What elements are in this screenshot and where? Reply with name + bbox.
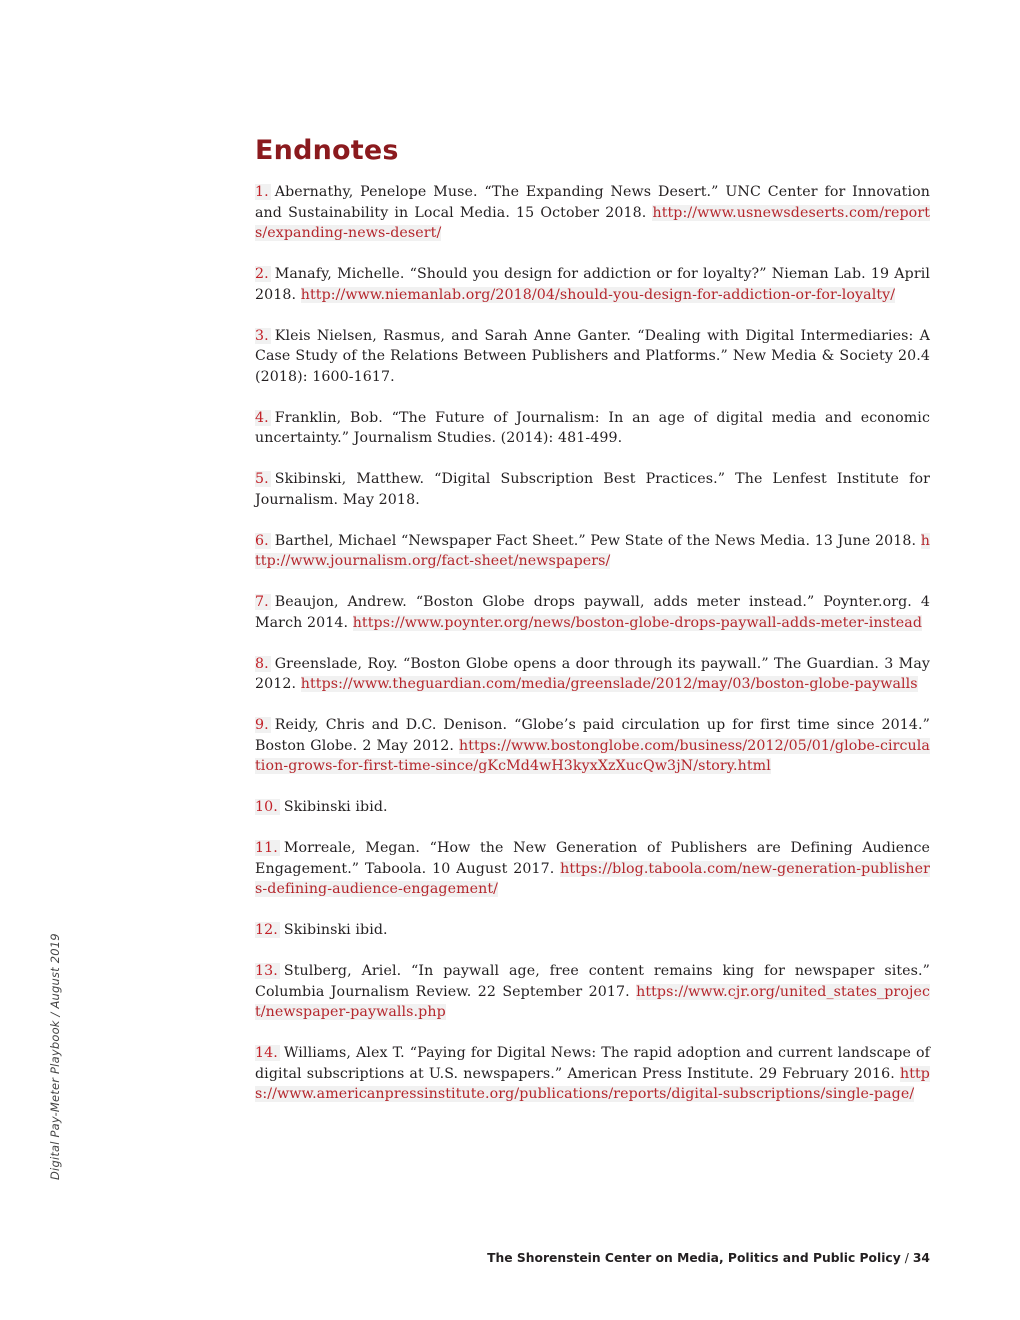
endnote-number[interactable]: 3. [255,327,269,344]
endnote-number[interactable]: 2. [255,266,269,282]
endnote-10 [255,797,930,818]
endnote-7 [255,592,930,633]
endnotes-list [255,182,930,1125]
endnote-2 [255,264,930,305]
endnote-text: Manafy, Michelle. “Should you design for addiction or for loyalty?” Nieman Lab. 19 April 2018. [255,266,930,303]
endnote-number[interactable]: 7. [255,594,269,610]
endnote-link[interactable]: https://www.theguardian.com/media/greenslade/2012/may/03/boston-globe-paywalls [300,676,918,692]
page-number: 34 [912,1251,930,1265]
endnote-11 [255,838,930,900]
endnote-13 [255,961,930,1023]
endnote-text: Stulberg, Ariel. “In paywall age, free content remains king for newspaper sites.” Columbia Journalism Review. 22 September 2017. [255,963,930,1000]
endnote-text: Reidy, Chris and D.C. Denison. “Globe’s paid circulation up for first time since 2014.” Boston Globe. 2 May 2012. [255,717,930,754]
endnote-number[interactable]: 6. [255,532,269,549]
endnote-number[interactable]: 11. [255,840,278,856]
endnote-number[interactable]: 8. [255,655,269,672]
endnote-text: Franklin, Bob. “The Future of Journalism: In an age of digital media and economic uncertainty.” Journalism Studies. (2014): 481-499. [255,409,930,446]
endnote-text: Barthel, Michael “Newspaper Fact Sheet.” Pew State of the News Media. 13 June 2018. [274,532,921,549]
endnote-link[interactable]: https://www.americanpressinstitute.org/publications/reports/digital-subscriptions/single-page/ [255,1065,930,1102]
endnote-link[interactable]: http://www.niemanlab.org/2018/04/should-you-design-for-addiction-or-for-loyalty/ [300,286,896,303]
endnote-number[interactable]: 9. [255,717,269,733]
endnote-text: Skibinski, Matthew. “Digital Subscription Best Practices.” The Lenfest Institute for Journalism. May 2018. [255,471,930,508]
endnote-4 [255,408,930,449]
endnote-12 [255,920,930,941]
endnote-number[interactable]: 10. [255,799,278,815]
endnote-link[interactable]: https://blog.taboola.com/new-generation-publishers-defining-audience-engagement/ [255,860,930,897]
endnote-number[interactable]: 12. [255,922,278,938]
endnote-link[interactable]: http://www.journalism.org/fact-sheet/newspapers/ [255,532,930,569]
endnote-link[interactable]: https://www.bostonglobe.com/business/2012/05/01/globe-circulation-grows-for-first-time-since/gKcMd4wH3kyxXzXucQw3jN/story.html [255,737,930,774]
endnote-text: Skibinski ibid. [283,922,388,938]
endnote-link[interactable]: https://www.cjr.org/united_states_project/newspaper-paywalls.php [255,983,930,1020]
endnote-text: Greenslade, Roy. “Boston Globe opens a door through its paywall.” The Guardian. 3 May 2012. [255,655,930,692]
footer-organization: The Shorenstein Center on Media, Politics and Public Policy [487,1251,901,1265]
endnote-number[interactable]: 5. [255,471,269,487]
endnote-text: Skibinski ibid. [283,799,388,815]
endnote-link[interactable]: https://www.poynter.org/news/boston-globe-drops-paywall-adds-meter-instead [352,614,923,631]
endnote-text: Beaujon, Andrew. “Boston Globe drops paywall, adds meter instead.” Poynter.org. 4 March 2014. [255,594,930,631]
endnote-14 [255,1043,930,1105]
endnote-text: Williams, Alex T. “Paying for Digital News: The rapid adoption and current landscape of digital subscriptions at U.S. newspapers.” American Press Institute. 29 February 2016. [255,1045,930,1082]
footer-separator: / [904,1251,909,1265]
endnote-5 [255,469,930,510]
endnote-3 [255,326,930,388]
endnote-link[interactable]: http://www.usnewsdeserts.com/reports/expanding-news-desert/ [255,204,930,241]
endnote-text: Morreale, Megan. “How the New Generation of Publishers are Defining Audience Engagement.” Taboola. 10 August 2017. [255,840,930,877]
endnote-number[interactable]: 1. [255,184,269,200]
endnote-6 [255,531,930,572]
endnote-text: Kleis Nielsen, Rasmus, and Sarah Anne Ganter. “Dealing with Digital Intermediaries: A Case Study of the Relations Between Publishers and Platforms.” New Media & Society 20.4 (2018): 1600-1617. [255,327,930,385]
endnote-text: Abernathy, Penelope Muse. “The Expanding News Desert.” UNC Center for Innovation and Sustainability in Local Media. 15 October 2018. [255,184,930,221]
page-footer [487,1248,930,1268]
endnote-9 [255,715,930,777]
endnote-number[interactable]: 4. [255,409,269,426]
endnote-number[interactable]: 14. [255,1045,278,1061]
running-header-vertical: Digital Pay-Meter Playbook / August 2019 [48,933,62,1180]
endnote-8 [255,654,930,695]
page-title: Endnotes [255,135,399,166]
endnote-number[interactable]: 13. [255,963,278,979]
endnote-1 [255,182,930,244]
